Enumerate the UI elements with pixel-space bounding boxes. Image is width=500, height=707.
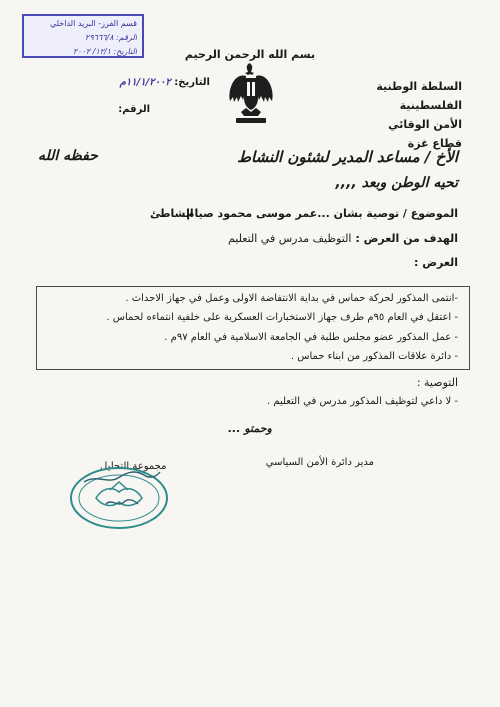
goal-row [228, 232, 458, 245]
number-row [70, 104, 150, 115]
date-label: التاريخ: [174, 77, 210, 88]
subject-line: الموضوع / توصية بشان ...عمر موسى محمود صيام [186, 207, 458, 220]
date-row [70, 77, 210, 88]
basmala: بسم الله الرحمن الرحيم [184, 48, 316, 61]
official-seal-icon [66, 458, 172, 534]
addressee: الأخ / مساعد المدير لشئون النشاط [237, 148, 458, 166]
presentation-point: -انتمى المذكور لحركة حماس في بداية الانتفاضة الاولى وعمل في جهاز الاحداث . [125, 293, 458, 304]
presentation-point: - اعتقل في العام ٩٥م طرف جهاز الاستخبارات العسكرية على خلفية انتماءه لحماس . [106, 312, 458, 323]
signature-analysis-group: مجموعة التحليل [100, 461, 167, 472]
date-value: ١١/١/٢٠٠٢م [119, 77, 171, 88]
goal-label: الهدف من العرض : [355, 232, 458, 245]
eagle-emblem-icon [226, 60, 276, 126]
stamp-line-date: التاريخ: ١٢/١/ ٢٠٠٢ [72, 47, 137, 56]
addressee-salutation: حفظه الله [38, 148, 98, 164]
presentation-point: - دائرة علاقات المذكور من ابناء حماس . [290, 351, 458, 362]
authority-block [312, 77, 462, 153]
authority-department: الأمن الوقائي [388, 118, 462, 131]
number-label: الرقم: [118, 104, 150, 115]
stamp-line-department: قسم الفرز- البريد الداخلي [49, 19, 137, 28]
closing: وحمتو ... [228, 422, 272, 435]
subject-place: الشاطئ [150, 207, 194, 220]
recommendation-text: - لا داعي لتوظيف المذكور مدرس في التعليم . [266, 396, 458, 407]
greeting: تحيه الوطن وبعد ,,,, [335, 175, 458, 191]
goal-value: التوظيف مدرس في التعليم [227, 232, 352, 245]
presentation-point: - عمل المذكور عضو مجلس طلبة في الجامعة الاسلامية في العام ٩٧م . [164, 332, 458, 343]
authority-name: السلطة الوطنية الفلسطينية [376, 80, 462, 112]
authority-region: قطاع غزة [407, 137, 462, 150]
stamp-line-number: الرقم: ٢٩٦٦٦/٨ [85, 33, 137, 42]
recommendation-label: التوصية : [416, 376, 458, 389]
signature-political-security-director: مدير دائرة الأمن السياسي [265, 457, 374, 468]
presentation-label: العرض : [414, 256, 458, 269]
